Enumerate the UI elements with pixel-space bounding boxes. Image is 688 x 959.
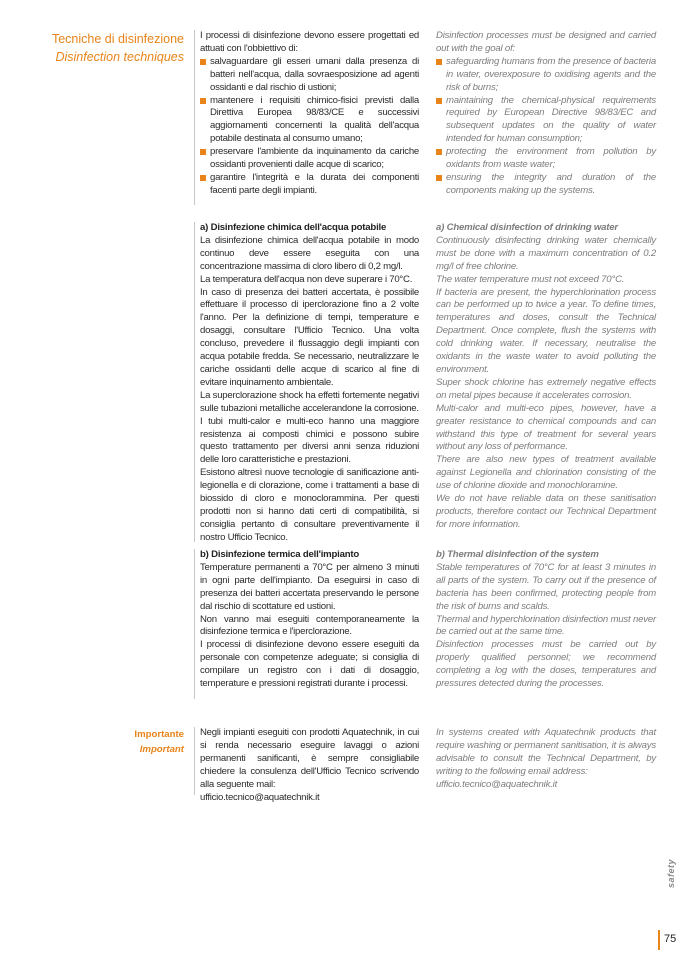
email-link[interactable]: ufficio.tecnico@aquatechnik.it [436,778,558,790]
important-text-en: In systems created with Aquatechnik products that require washing or permanent sanitisation, it is always advisable to consult the Technical Department, by writing to the following email address: [436,727,656,777]
intro-bullet-en: maintaining the chemical-physical requirements required by European Directive 98/83/EC and subsequent updates on the quality of water intended for human consumption; [436,95,656,147]
chemical-section-en [436,222,656,532]
section-title-en: Disinfection techniques [55,50,184,64]
paragraph: Non vanno mai eseguiti contemporaneamente la disinfezione termica e l'iperclorazione. [200,613,419,638]
paragraph: Temperature permanenti a 70°C per almeno 3 minuti in ogni parte dell'impianto. Da eseguirsi in caso di presenza dei batteri accertata preservando le persone dal rischio di scottature ed ustioni. [200,561,419,612]
paragraph: Disinfection processes must be carried out by properly qualified personnel; we recommend completing a log with the doses, temperatures and pressures detected during the processes. [436,639,656,690]
paragraph: La temperatura dell'acqua non deve superare i 70°C. [200,273,413,285]
page-number: 75 [664,933,677,945]
paragraph: If bacteria are present, the hyperchlorination process can be performed up to twice a year. To define times, temperatures and doses, consult the Technical Department. Once complete, flush the systems with cold drinking water. If necessary, neutralise the oxidants in the waste water to avoid polluting the environment. [436,286,656,375]
section-tag: safety [666,858,676,888]
intro-bullet-en: safeguarding humans from the presence of bacteria in water, overexposure to oxidising agents and the risk of burns; [436,56,656,95]
intro-lead-en: Disinfection processes must be designed and carried out with the goal of: [436,30,656,54]
section-title [52,30,184,66]
paragraph: There are also new types of treatment available against Legionella and chlorination consisting of the use of chlorine dioxide and monochloramine. [436,454,656,492]
chemical-heading-it: a) Disinfezione chimica dell'acqua potabile [200,222,387,233]
paragraph: The water temperature must not exceed 70°C. [436,273,625,285]
intro-bullet-it: preservare l'ambiente da inquinamento da cariche ossidanti provenienti dalle acque di scarico; [200,146,419,172]
chemical-section-it [200,222,419,545]
thermal-section-en [436,549,656,691]
intro-bullet-it: garantire l'integrità e la durata dei componenti facenti parte degli impianti. [200,172,419,198]
thermal-heading-en: b) Thermal disinfection of the system [436,549,599,560]
paragraph: Multi-calor and multi-eco pipes, however, have a greater resistance to chemical compounds and can withstand this type of treatment for several years without any loss of performance. [436,402,656,453]
paragraph: Esistono altresì nuove tecnologie di sanificazione anti-legionella e di clorazione, come i trattamenti a base di biossido di cloro e monoclorammina. Per questi prodotti non si hanno dati certi di compatibilità, si consiglia pertanto di consultare preventivamente il nostro Ufficio Tecnico. [200,467,419,543]
paragraph: Continuously disinfecting drinking water chemically must be done with a maximum concentration of 0.2 mg/l of free chlorine. [436,234,656,272]
intro-bullet-en: protecting the environment from pollution by oxidants from waste water; [436,146,656,172]
important-note-en [436,727,656,792]
intro-bullet-en: ensuring the integrity and duration of the components making up the systems. [436,172,656,198]
footer-rule [658,930,660,950]
important-label-en: Important [139,744,184,756]
paragraph: Stable temperatures of 70°C for at least 3 minutes in all parts of the system. To carry out if the presence of bacteria has been confirmed, protecting people from the risk of burns and scalds. [436,561,656,612]
intro-it [200,30,419,198]
paragraph: We do not have reliable data on these sanitisation products, therefore contact our Technical Department for more information. [436,493,656,530]
important-note-it [200,727,419,804]
paragraph: I tubi multi-calor e multi-eco hanno una maggiore resistenza ai composti chimici e possono subire questo trattamento per diversi anni senza riduzioni delle loro caratteristiche e prestazioni. [200,415,419,466]
chemical-heading-en: a) Chemical disinfection of drinking water [436,222,618,233]
divider-rule [194,549,195,699]
divider-rule [194,727,195,795]
paragraph: La disinfezione chimica dell'acqua potabile in modo continuo deve essere eseguita con una concentrazione massima di cloro libero di 0,2 mg/l. [200,234,419,272]
divider-rule [194,30,195,205]
paragraph: La superclorazione shock ha effetti fortemente negativi sulle tubazioni metalliche accelerandone la corrosione. [200,389,419,414]
important-text-it: Negli impianti eseguiti con prodotti Aquatechnik, in cui si renda necessario eseguire lavaggi o azioni permanenti sanificanti, è sempre consigliabile chiedere la consulenza dell'Ufficio Tecnico scrivendo alla seguente mail: [200,727,419,790]
intro-bullet-it: mantenere i requisiti chimico-fisici previsti dalla Direttiva Europea 98/83/CE e successivi aggiornamenti concernenti la qualità dell'acqua potabile destinata al consumo umano; [200,95,419,147]
paragraph: I processi di disinfezione devono essere eseguiti da personale con competenze adeguate; si consiglia di compilare un registro con i dati di dosaggio, temperature e pressioni registrati durante i processi. [200,639,419,690]
intro-lead-it: I processi di disinfezione devono essere progettati ed attuati con l'obbiettivo di: [200,30,419,54]
paragraph: Thermal and hyperchlorination disinfection must never be carried out at the same time. [436,613,656,638]
paragraph: In caso di presenza dei batteri accertata, è possibile effettuare il processo di iperclorazione fino a 2 volte l'anno. Per la definizione di tempi, temperature e dosaggi, consultare l'Ufficio Tecnico. Una volta concluso, prevedere il flussaggio degli impianti con acqua potabile fredda. Se necessario, neutralizzare le cariche ossidanti delle acque di scarico al fine di evitare inquinamento ambientale. [200,286,419,388]
divider-rule [194,222,195,542]
email-link[interactable]: ufficio.tecnico@aquatechnik.it [200,791,320,803]
intro-en [436,30,656,198]
important-label [134,727,184,758]
section-title-it: Tecniche di disinfezione [51,32,184,46]
paragraph: Super shock chlorine has extremely negative effects on metal pipes because it accelerates corrosion. [436,376,656,401]
thermal-heading-it: b) Disinfezione termica dell'impianto [200,549,360,560]
important-label-it: Importante [134,729,184,740]
thermal-section-it [200,549,419,691]
intro-bullet-it: salvaguardare gli esseri umani dalla presenza di batteri nell'acqua, dalla sovraesposizione ad agenti ossidanti e dal rischio di ustioni; [200,56,419,95]
